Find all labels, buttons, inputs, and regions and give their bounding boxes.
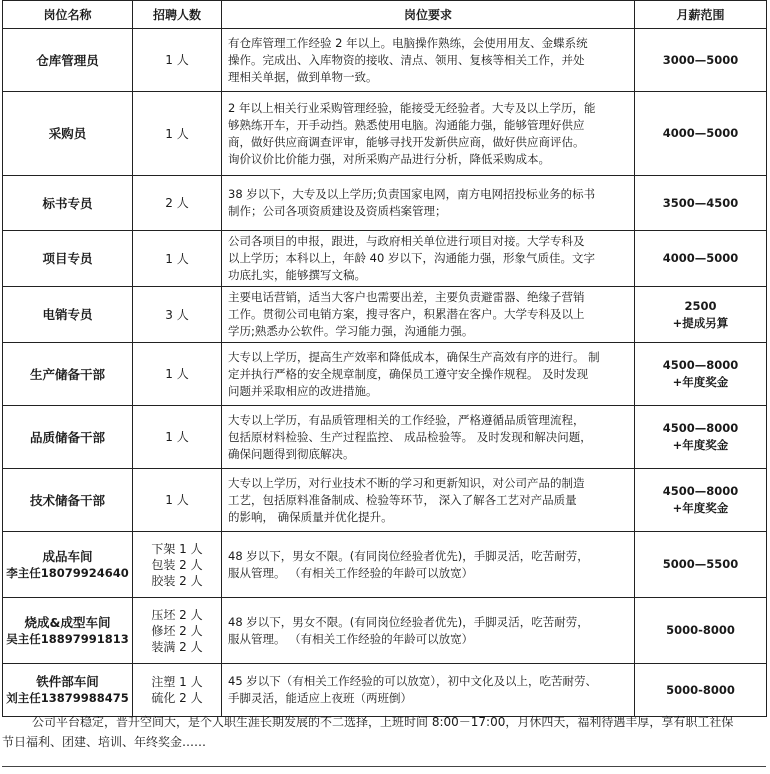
contact-person: 刘主任13879988475 bbox=[6, 691, 129, 705]
hire-count-line: 下架 1 人 bbox=[151, 541, 203, 556]
position-name bbox=[3, 29, 133, 92]
table-row bbox=[3, 469, 767, 532]
position-name bbox=[3, 469, 133, 532]
table-row bbox=[3, 343, 767, 406]
salary-line: 3000—5000 bbox=[662, 52, 739, 67]
requirement-line: 问题并采取相应的改进措施。 bbox=[228, 383, 378, 398]
hire-count-line: 1 人 bbox=[165, 367, 189, 381]
requirement-line: 工艺，包括原料准备制成、检验等环节， 深入了解各工艺对产品质量 bbox=[228, 492, 577, 507]
salary-range bbox=[635, 92, 767, 176]
requirement-line: 制作；公司各项资质建设及资质档案管理； bbox=[228, 204, 447, 218]
salary-line: +年度奖金 bbox=[672, 438, 729, 452]
hire-count-line: 包装 2 人 bbox=[151, 557, 203, 572]
hire-count-line: 3 人 bbox=[165, 307, 189, 322]
hire-count-line: 1 人 bbox=[165, 126, 189, 141]
hire-count-line: 注塑 1 人 bbox=[151, 675, 203, 689]
job-requirements bbox=[222, 598, 635, 664]
table-row bbox=[3, 532, 767, 598]
salary-line: 4500—8000 bbox=[662, 358, 739, 372]
requirement-line: 学历;熟悉办公软件。学习能力强，沟通能力强。 bbox=[228, 324, 474, 338]
position-name-line: 烧成&成型车间 bbox=[24, 614, 111, 630]
header-count: 招聘人数 bbox=[133, 1, 222, 29]
salary-line: 4000—5000 bbox=[662, 251, 739, 265]
salary-line: 5000—5500 bbox=[662, 557, 739, 571]
job-rows bbox=[3, 29, 767, 717]
hire-count-line: 1 人 bbox=[165, 53, 189, 67]
bottom-divider bbox=[2, 766, 766, 767]
requirement-line: 公司各项目的申报，跟进，与政府相关单位进行项目对接。大学专科及 bbox=[228, 234, 585, 248]
position-name bbox=[3, 231, 133, 287]
hire-count bbox=[133, 664, 222, 717]
job-requirements bbox=[222, 469, 635, 532]
requirement-line: 手脚灵活，能适应上夜班（两班倒） bbox=[228, 691, 412, 705]
hire-count bbox=[133, 532, 222, 598]
requirement-line: 服从管理。 （有相关工作经验的年龄可以放宽） bbox=[228, 631, 474, 646]
position-name bbox=[3, 287, 133, 343]
requirement-line: 询价议价比价能力强，对所采购产品进行分析，降低采购成本。 bbox=[228, 151, 550, 166]
hire-count bbox=[133, 469, 222, 532]
hire-count bbox=[133, 287, 222, 343]
position-name-line: 采购员 bbox=[48, 126, 87, 141]
table-row bbox=[3, 231, 767, 287]
position-name-line: 仓库管理员 bbox=[36, 52, 99, 68]
salary-line: 2500 bbox=[684, 298, 717, 313]
requirement-line: 38 岁以下，大专及以上学历;负责国家电网，南方电网招投标业务的标书 bbox=[228, 187, 596, 201]
table-row bbox=[3, 92, 767, 176]
job-requirements bbox=[222, 92, 635, 176]
position-name-line: 技术储备干部 bbox=[29, 492, 105, 508]
job-requirements bbox=[222, 29, 635, 92]
position-name-line: 铁件部车间 bbox=[36, 674, 99, 689]
position-name bbox=[3, 532, 133, 598]
requirement-line: 以上学历；本科以上，年龄 40 岁以下，沟通能力强，形象气质佳。文字 bbox=[228, 251, 595, 265]
position-name bbox=[3, 664, 133, 717]
job-requirements bbox=[222, 287, 635, 343]
hire-count-line: 硫化 2 人 bbox=[151, 691, 203, 705]
salary-range bbox=[635, 29, 767, 92]
salary-range bbox=[635, 176, 767, 231]
hire-count bbox=[133, 29, 222, 92]
hire-count bbox=[133, 176, 222, 231]
company-note-line-1: 公司平台稳定，晋升空间大，是个人职生涯长期发展的不二选择，上班时间 8:00－17:00，月休四天，福利待遇丰厚，享有职工社保 bbox=[32, 715, 734, 729]
hire-count-line: 1 人 bbox=[165, 430, 189, 444]
company-note-line-2: 节日福利、团建、培训、年终奖金…… bbox=[2, 735, 207, 749]
salary-range bbox=[635, 343, 767, 406]
salary-range bbox=[635, 532, 767, 598]
hire-count bbox=[133, 231, 222, 287]
position-name-line: 项目专员 bbox=[42, 251, 93, 266]
salary-range bbox=[635, 469, 767, 532]
requirement-line: 48 岁以下，男女不限。(有同岗位经验者优先)，手脚灵活，吃苦耐劳， bbox=[228, 548, 589, 563]
hire-count bbox=[133, 92, 222, 176]
salary-line: +年度奖金 bbox=[672, 375, 729, 389]
job-requirements bbox=[222, 532, 635, 598]
job-requirements bbox=[222, 406, 635, 469]
hire-count-line: 2 人 bbox=[165, 196, 189, 210]
requirement-line: 操作。完成出、入库物资的接收、清点、领用、复核等相关工作，并处 bbox=[228, 52, 585, 67]
salary-range bbox=[635, 287, 767, 343]
position-name bbox=[3, 406, 133, 469]
salary-line: 5000-8000 bbox=[666, 682, 735, 697]
salary-line: 3500—4500 bbox=[662, 195, 739, 210]
hire-count-line: 压坯 2 人 bbox=[151, 607, 203, 622]
position-name-line: 生产储备干部 bbox=[29, 366, 105, 382]
requirement-line: 48 岁以下，男女不限。(有同岗位经验者优先)，手脚灵活，吃苦耐劳， bbox=[228, 614, 589, 629]
requirement-line: 商，做好供应商调查评审，能够寻找开发新供应商，做好供应商评估。 bbox=[228, 134, 585, 149]
requirement-line: 功底扎实，能够撰写文稿。 bbox=[228, 268, 366, 282]
salary-range bbox=[635, 406, 767, 469]
company-note bbox=[2, 712, 766, 752]
requirement-line: 定并执行严格的安全规章制度，确保员工遵守安全操作规程。 及时发现 bbox=[228, 366, 589, 381]
salary-range bbox=[635, 598, 767, 664]
table-row bbox=[3, 29, 767, 92]
hire-count-line: 1 人 bbox=[165, 251, 189, 266]
hire-count bbox=[133, 406, 222, 469]
requirement-line: 大专以上学历，有品质管理相关的工作经验，严格遵循品质管理流程， bbox=[228, 412, 585, 427]
position-name bbox=[3, 598, 133, 664]
salary-line: 4000—5000 bbox=[662, 126, 739, 140]
requirement-line: 够熟练开车，开手动挡。熟悉使用电脑。沟通能力强，能够管理好供应 bbox=[228, 117, 585, 132]
position-name-line: 标书专员 bbox=[42, 195, 93, 211]
hire-count-line: 装满 2 人 bbox=[151, 639, 203, 654]
position-name-line: 电销专员 bbox=[42, 307, 93, 322]
position-name bbox=[3, 176, 133, 231]
salary-line: +年度奖金 bbox=[672, 501, 729, 515]
job-requirements bbox=[222, 664, 635, 717]
position-name bbox=[3, 343, 133, 406]
job-requirements bbox=[222, 343, 635, 406]
requirement-line: 主要电话营销，适当大客户也需要出差，主要负责避雷器、绝缘子营销 bbox=[228, 290, 585, 304]
job-requirements bbox=[222, 176, 635, 231]
requirement-line: 确保问题得到彻底解决。 bbox=[228, 446, 355, 461]
header-requirements: 岗位要求 bbox=[222, 1, 635, 29]
requirement-line: 有仓库管理工作经验 2 年以上。电脑操作熟练，会使用用友、金蝶系统 bbox=[228, 35, 588, 50]
table-row bbox=[3, 598, 767, 664]
requirement-line: 的影响， 确保质量并优化提升。 bbox=[228, 509, 393, 524]
salary-range bbox=[635, 664, 767, 717]
job-requirements bbox=[222, 231, 635, 287]
hire-count bbox=[133, 598, 222, 664]
table-row bbox=[3, 406, 767, 469]
salary-line: +提成另算 bbox=[672, 315, 729, 330]
contact-person: 吴主任18897991813 bbox=[6, 631, 129, 646]
table-row bbox=[3, 176, 767, 231]
requirement-line: 45 岁以下（有相关工作经验的可以放宽），初中文化及以上，吃苦耐劳、 bbox=[228, 674, 598, 688]
position-name bbox=[3, 92, 133, 176]
salary-range bbox=[635, 231, 767, 287]
position-name-line: 成品车间 bbox=[42, 548, 93, 564]
hire-count-line: 胶装 2 人 bbox=[151, 573, 203, 588]
contact-person: 李主任18079924640 bbox=[6, 565, 129, 580]
table-row bbox=[3, 664, 767, 717]
hire-count bbox=[133, 343, 222, 406]
position-name-line: 品质储备干部 bbox=[29, 429, 105, 445]
hire-count-line: 1 人 bbox=[165, 493, 189, 507]
hire-count-line: 修坯 2 人 bbox=[151, 623, 203, 638]
job-table bbox=[2, 0, 767, 717]
requirement-line: 服从管理。 （有相关工作经验的年龄可以放宽） bbox=[228, 565, 474, 580]
salary-line: 5000-8000 bbox=[666, 623, 735, 637]
salary-line: 4500—8000 bbox=[662, 484, 739, 498]
requirement-line: 大专以上学历，对行业技术不断的学习和更新知识，对公司产品的制造 bbox=[228, 475, 585, 490]
table-row bbox=[3, 287, 767, 343]
salary-line: 4500—8000 bbox=[662, 421, 739, 435]
requirement-line: 工作。贯彻公司电销方案，搜寻客户，积累潜在客户。大学专科及以上 bbox=[228, 307, 585, 321]
header-salary: 月薪范围 bbox=[635, 1, 767, 29]
requirement-line: 理相关单据，做到单物一致。 bbox=[228, 69, 378, 84]
requirement-line: 2 年以上相关行业采购管理经验，能接受无经验者。大专及以上学历，能 bbox=[228, 100, 596, 115]
requirement-line: 包括原材料检验、生产过程监控、 成品检验等。 及时发现和解决问题， bbox=[228, 429, 592, 444]
requirement-line: 大专以上学历，提高生产效率和降低成本，确保生产高效有序的进行。 制 bbox=[228, 349, 600, 364]
header-position: 岗位名称 bbox=[3, 1, 133, 29]
table-header-row bbox=[3, 1, 767, 29]
